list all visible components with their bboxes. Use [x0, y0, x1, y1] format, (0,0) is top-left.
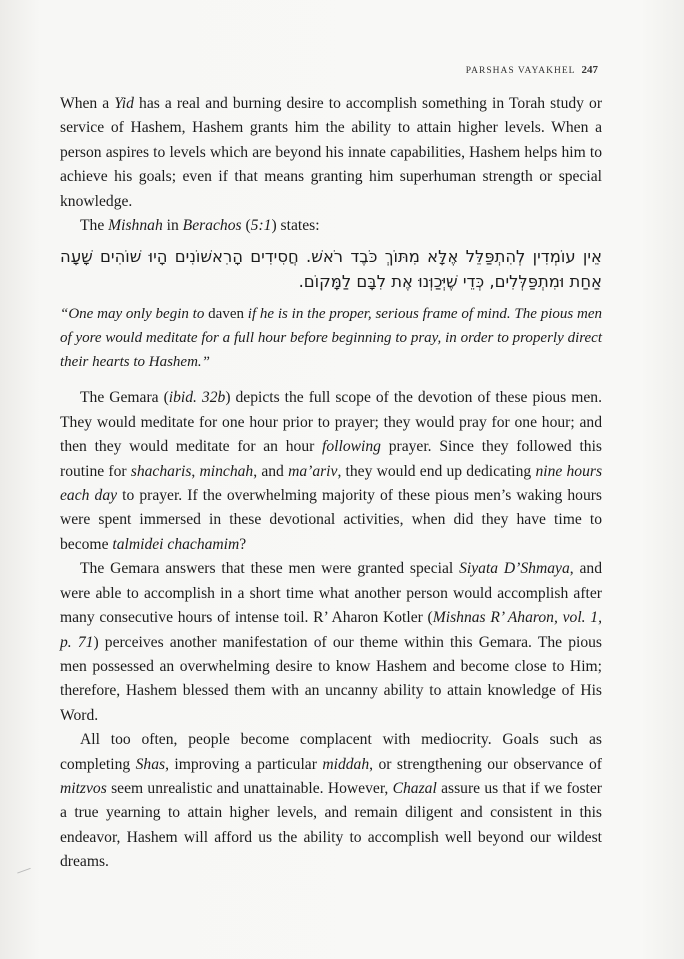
paragraph-4: The Gemara answers that these men were granted special Siyata D’Shmaya, and were able to accomplish in a short time what another person would accomplish after many consecutive hours of intense toil. R’ Aharon Kotler (Mishnas R’ Aharon, vol. 1, p. 71) perceives another manifestation of our theme within this Gemara. The pious men possessed an overwhelming desire to know Hashem and become close to Him; therefore, Hashem blessed them with an uncanny ability to attain knowledge of His Word. — [60, 560, 603, 724]
running-head — [466, 64, 598, 76]
running-head-title: PARSHAS VAYAKHEL — [465, 66, 576, 76]
translation-quote: “One may only begin to daven if he is in the proper, serious frame of mind. The pious men of yore would meditate for a full hour before beginning to pray, in order to properly direct their hearts to Hashem.” — [60, 306, 602, 371]
body-text — [60, 92, 602, 875]
scan-mark — [17, 868, 33, 879]
paragraph-3: The Gemara (ibid. 32b) depicts the full scope of the devotion of these pious men. They would meditate for one hour prior to prayer; they would pray for one hour; and then they would meditate for an hour following prayer. Since they followed this routine for shacharis, minchah, and ma’ariv, they would end up dedicating nine hours each day to prayer. If the overwhelming majority of these pious men’s waking hours were spent immersed in these devotional activities, when did they have time to become talmidei chachamim? — [60, 389, 603, 553]
hebrew-quote: אֵין עוֹמְדִין לְהִתְפַּלֵּל אֶלָּא מִתּוֹךְ כֹּבֶד רֹאשׁ. חֲסִידִים הָרִאשׁוֹנִים הָיוּ שׁוֹהִים שָׁעָה אַחַת וּמִתְפַּלְּלִים, כְּדֵי שֶׁיְּכַוְּנוּ אֶת לִבָּם לַמָּקוֹם. — [60, 247, 602, 292]
paragraph-1: When a Yid has a real and burning desire to accomplish something in Torah study or service of Hashem, Hashem grants him the ability to attain higher levels. When a person aspires to levels which are beyond his innate capabilities, Hashem helps him to achieve his goals; even if that means granting him superhuman strength or special knowledge. — [60, 95, 603, 210]
paragraph-5: All too often, people become complacent with mediocrity. Goals such as completing Shas, improving a particular middah, or strengthening our observance of mitzvos seem unrealistic and unattainable. However, Chazal assure us that if we foster a true yearning to attain higher levels, and remain diligent and consistent in this endeavor, Hashem will afford us the ability to accomplish well beyond our wildest dreams. — [60, 731, 603, 871]
page-number: 247 — [581, 64, 598, 76]
paragraph-2: The Mishnah in Berachos (5:1) states: — [80, 217, 320, 235]
